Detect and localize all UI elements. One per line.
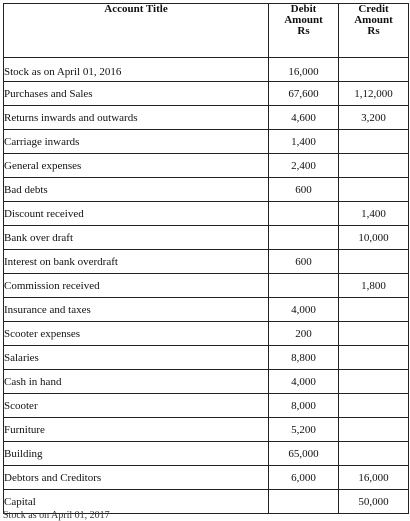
debit-amount-cell: 4,600 [269,106,339,130]
debit-amount-cell [269,490,339,514]
debit-amount-cell: 600 [269,178,339,202]
debit-header-line-3: Rs [297,25,310,37]
debit-amount-cell: 8,800 [269,346,339,370]
table-row [4,226,409,250]
credit-amount-cell: 50,000 [339,490,409,514]
account-title-cell: Stock as on April 01, 2016 [4,58,269,82]
credit-amount-cell [339,346,409,370]
trial-balance-table [3,3,409,514]
credit-header-line-1: Credit [358,3,389,15]
debit-amount-cell: 6,000 [269,466,339,490]
account-title-cell: Carriage inwards [4,130,269,154]
credit-header-line-3: Rs [367,25,380,37]
credit-amount-cell [339,298,409,322]
account-title-cell: Salaries [4,346,269,370]
account-title-cell: Insurance and taxes [4,298,269,322]
account-title-cell: General expenses [4,154,269,178]
debit-amount-cell [269,226,339,250]
account-title-cell: Capital [4,490,269,514]
debit-amount-cell [269,274,339,298]
table-row [4,298,409,322]
credit-amount-cell: 16,000 [339,466,409,490]
debit-amount-cell: 1,400 [269,130,339,154]
credit-amount-cell [339,250,409,274]
debit-header-line-2: Amount [284,14,323,26]
table-row [4,442,409,466]
table-row [4,346,409,370]
table-row [4,82,409,106]
table-row [4,202,409,226]
table-row [4,178,409,202]
credit-amount-cell [339,154,409,178]
credit-amount-cell [339,442,409,466]
account-title-cell: Furniture [4,418,269,442]
debit-amount-cell [269,202,339,226]
debit-amount-cell: 8,000 [269,394,339,418]
credit-amount-cell [339,394,409,418]
account-title-cell: Commission received [4,274,269,298]
credit-amount-cell: 1,400 [339,202,409,226]
table-row [4,370,409,394]
col-header-credit [339,4,409,58]
table-row [4,418,409,442]
credit-amount-cell [339,178,409,202]
account-title-cell: Scooter [4,394,269,418]
debit-header-line-1: Debit [290,3,317,15]
col-header-account-title: Account Title [4,4,269,58]
col-header-debit [269,4,339,58]
credit-amount-cell [339,130,409,154]
debit-amount-cell: 200 [269,322,339,346]
credit-amount-cell [339,322,409,346]
table-row [4,58,409,82]
account-title-cell: Bad debts [4,178,269,202]
debit-amount-cell: 65,000 [269,442,339,466]
account-title-cell: Interest on bank overdraft [4,250,269,274]
footer-partial-text: Stock as on April 01, 2017 [3,510,110,521]
debit-amount-cell: 2,400 [269,154,339,178]
debit-amount-cell: 4,000 [269,298,339,322]
account-title-cell: Cash in hand [4,370,269,394]
credit-amount-cell: 1,12,000 [339,82,409,106]
credit-amount-cell: 3,200 [339,106,409,130]
account-title-cell: Scooter expenses [4,322,269,346]
table-row [4,394,409,418]
account-title-cell: Discount received [4,202,269,226]
table-row [4,154,409,178]
table-row [4,322,409,346]
credit-amount-cell [339,370,409,394]
account-title-cell: Bank over draft [4,226,269,250]
debit-amount-cell: 5,200 [269,418,339,442]
credit-amount-cell [339,58,409,82]
debit-amount-cell: 67,600 [269,82,339,106]
account-title-cell: Purchases and Sales [4,82,269,106]
debit-amount-cell: 4,000 [269,370,339,394]
credit-amount-cell: 10,000 [339,226,409,250]
debit-amount-cell: 16,000 [269,58,339,82]
account-title-cell: Returns inwards and outwards [4,106,269,130]
table-row [4,106,409,130]
table-row [4,250,409,274]
table-row [4,130,409,154]
credit-amount-cell [339,418,409,442]
account-title-cell: Debtors and Creditors [4,466,269,490]
account-title-cell: Building [4,442,269,466]
credit-amount-cell: 1,800 [339,274,409,298]
table-row [4,274,409,298]
credit-header-line-2: Amount [354,14,393,26]
table-row [4,466,409,490]
debit-amount-cell: 600 [269,250,339,274]
header-row [4,4,409,58]
